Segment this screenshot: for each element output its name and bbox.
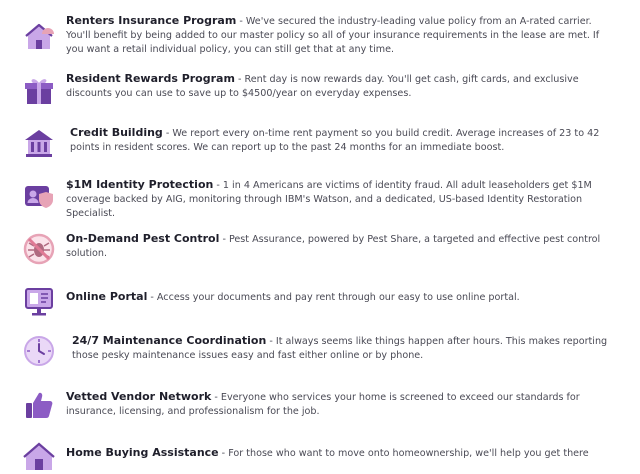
benefit-title: 24/7 Maintenance Coordination (72, 334, 267, 347)
benefit-text (66, 446, 614, 461)
separator: - (213, 180, 223, 191)
separator: - (218, 448, 229, 459)
benefit-text (66, 14, 614, 57)
benefit-description: It always seems like things happen after hours. This makes reporting those pesky maintenance issues easy and fast either online or by phone. (72, 336, 608, 361)
gift-icon (22, 74, 56, 108)
thumbs-up-icon (22, 388, 56, 422)
benefit-title: Credit Building (70, 126, 163, 139)
benefit-description: We report every on-time rent payment so you build credit. Average increases of 23 to 42 points in resident scores. We can report up to the past 24 months for an immediate boost. (70, 128, 600, 153)
clock-icon (22, 334, 56, 368)
separator: - (219, 234, 229, 245)
separator: - (266, 336, 276, 347)
benefit-text (66, 72, 614, 101)
house-umbrella-icon (22, 20, 56, 54)
benefit-title: $1M Identity Protection (66, 178, 214, 191)
separator: - (236, 16, 246, 27)
benefit-text (66, 178, 614, 221)
benefit-title: Renters Insurance Program (66, 14, 237, 27)
benefit-title: On-Demand Pest Control (66, 232, 220, 245)
benefit-description: Everyone who services your home is screened to exceed our standards for insurance, licensing, and professionalism for the job. (66, 392, 580, 417)
online-portal-icon (22, 284, 56, 318)
no-pest-icon (22, 232, 56, 266)
separator: - (234, 74, 245, 85)
benefit-description: 1 in 4 Americans are victims of identity fraud. All adult leaseholders get $1M coverage backed by AIG, monitoring through IBM's Watson, and a dedicated, US-based Identity Restoration Specialist. (66, 180, 592, 219)
benefit-title: Vetted Vendor Network (66, 390, 212, 403)
separator: - (162, 128, 173, 139)
separator: - (147, 292, 157, 303)
benefit-text (70, 126, 618, 155)
benefit-title: Online Portal (66, 290, 148, 303)
benefit-description: Rent day is now rewards day. You'll get cash, gift cards, and exclusive discounts you can use to save up to $4500/year on everyday expenses. (66, 74, 579, 99)
home-key-icon (22, 440, 56, 474)
benefit-description: Pest Assurance, powered by Pest Share, a targeted and effective pest control solution. (66, 234, 601, 259)
benefit-title: Resident Rewards Program (66, 72, 235, 85)
separator: - (211, 392, 221, 403)
benefit-text (66, 232, 614, 261)
credit-building-icon (22, 126, 56, 160)
benefit-description: For those who want to move onto homeownership, we'll help you get there (228, 448, 589, 459)
benefit-text (66, 390, 614, 419)
benefit-text (72, 334, 620, 363)
benefit-title: Home Buying Assistance (66, 446, 219, 459)
benefit-text (66, 290, 614, 305)
identity-shield-icon (22, 178, 56, 212)
benefit-description: Access your documents and pay rent through our easy to use online portal. (156, 292, 520, 303)
benefit-description: We've secured the industry-leading value policy from an A-rated carrier. You'll benefit by being added to our master policy so all of your insurance requirements in the lease are met. If you want a retail individual policy, you can still get that at any time. (66, 16, 600, 55)
